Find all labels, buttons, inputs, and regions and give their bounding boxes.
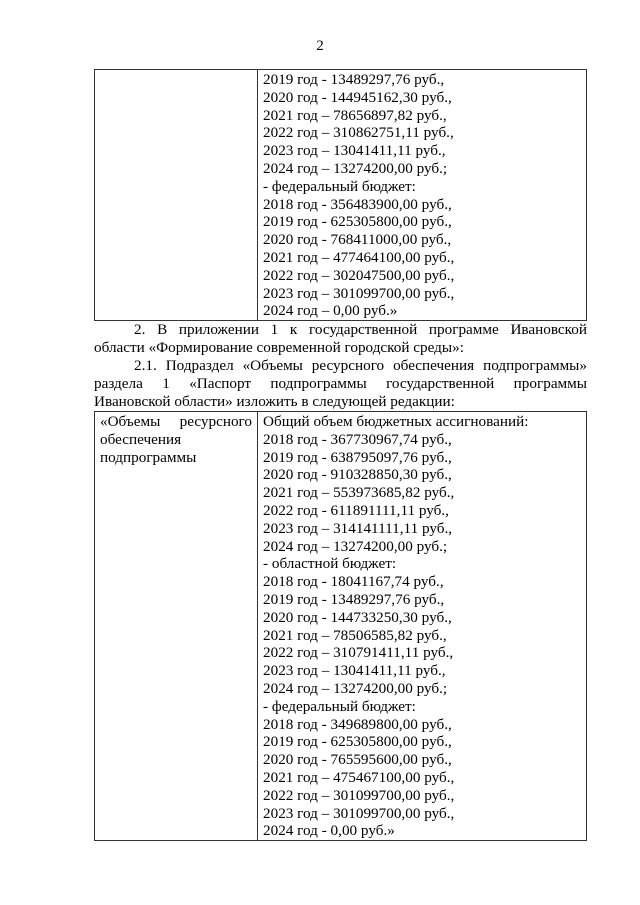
funding-line: 2019 год - 625305800,00 руб., [263, 733, 452, 751]
funding-line: - областной бюджет: [263, 555, 397, 573]
funding-line: - федеральный бюджет: [263, 697, 416, 715]
funding-line: 2018 год - 18041167,74 руб., [263, 573, 444, 591]
funding-table-continued [94, 69, 587, 321]
funding-line: 2018 год - 367730967,74 руб., [263, 430, 452, 448]
funding-line: 2023 год – 13041411,11 руб., [263, 662, 446, 680]
funding-table-new [94, 411, 587, 841]
funding-line: 2022 год – 310791411,11 руб., [263, 644, 454, 662]
amendment-paragraphs [94, 321, 587, 411]
label-cell-empty [95, 70, 258, 321]
funding-line: 2021 год – 553973685,82 руб., [263, 484, 455, 502]
funding-line: 2023 год – 13041411,11 руб., [263, 142, 446, 160]
funding-line: 2019 год - 13489297,76 руб., [263, 71, 445, 88]
funding-line: 2023 год – 301099700,00 руб., [263, 284, 455, 302]
funding-line: 2021 год – 477464100,00 руб., [263, 248, 455, 266]
label-line: подпрограммы [100, 448, 197, 466]
funding-line: 2023 год – 301099700,00 руб., [263, 804, 455, 822]
funding-line: 2018 год - 356483900,00 руб., [263, 195, 452, 213]
paragraph-2-1-line: 2.1. Подраздел «Объемы ресурсного обеспечения подпрограммы» [134, 357, 587, 374]
funding-line: - федеральный бюджет: [263, 177, 416, 195]
funding-line: 2022 год – 310862751,11 руб., [263, 124, 454, 142]
funding-line: 2024 год – 13274200,00 руб.; [263, 537, 448, 555]
funding-values-cell [258, 412, 587, 841]
funding-values-cell [258, 70, 587, 321]
funding-line: 2022 год – 301099700,00 руб., [263, 786, 455, 804]
funding-line: 2020 год - 765595600,00 руб., [263, 751, 452, 769]
funding-line: 2024 год - 0,00 руб.» [263, 822, 395, 840]
paragraph-2-line: 2. В приложении 1 к государственной программе Ивановской [134, 321, 587, 338]
funding-line: 2019 год - 625305800,00 руб., [263, 213, 452, 231]
label-line: обеспечения [100, 430, 182, 448]
funding-line: 2021 год – 78506585,82 руб., [263, 626, 447, 644]
funding-line: 2024 год – 13274200,00 руб.; [263, 159, 448, 177]
paragraph-2-1-line: раздела 1 «Паспорт подпрограммы государственной программы [94, 375, 587, 392]
funding-line: 2024 год – 0,00 руб.» [263, 302, 398, 320]
funding-line: 2023 год – 314141111,11 руб., [263, 519, 453, 537]
funding-line: 2021 год – 78656897,82 руб., [263, 106, 447, 124]
paragraph-2-1-line: Ивановской области» изложить в следующей редакции: [94, 393, 455, 410]
label-line: «Объемы ресурсного [100, 413, 252, 430]
label-cell [95, 412, 258, 841]
page-number: 2 [316, 38, 324, 54]
funding-line: 2019 год - 638795097,76 руб., [263, 448, 452, 466]
funding-line: 2020 год - 910328850,30 руб., [263, 466, 452, 484]
funding-line: 2022 год – 302047500,00 руб., [263, 266, 455, 284]
funding-line: 2022 год - 611891111,11 руб., [263, 501, 449, 519]
funding-line: 2020 год - 768411000,00 руб., [263, 231, 452, 249]
funding-line: 2020 год - 144945162,30 руб., [263, 88, 452, 106]
paragraph-2-line: области «Формирование современной городской среды»: [94, 339, 464, 356]
funding-line: 2018 год - 349689800,00 руб., [263, 715, 452, 733]
funding-line: 2019 год - 13489297,76 руб., [263, 590, 445, 608]
funding-line: 2021 год – 475467100,00 руб., [263, 768, 455, 786]
funding-line: Общий объем бюджетных ассигнований: [263, 413, 529, 430]
funding-line: 2024 год – 13274200,00 руб.; [263, 679, 448, 697]
funding-line: 2020 год - 144733250,30 руб., [263, 608, 452, 626]
